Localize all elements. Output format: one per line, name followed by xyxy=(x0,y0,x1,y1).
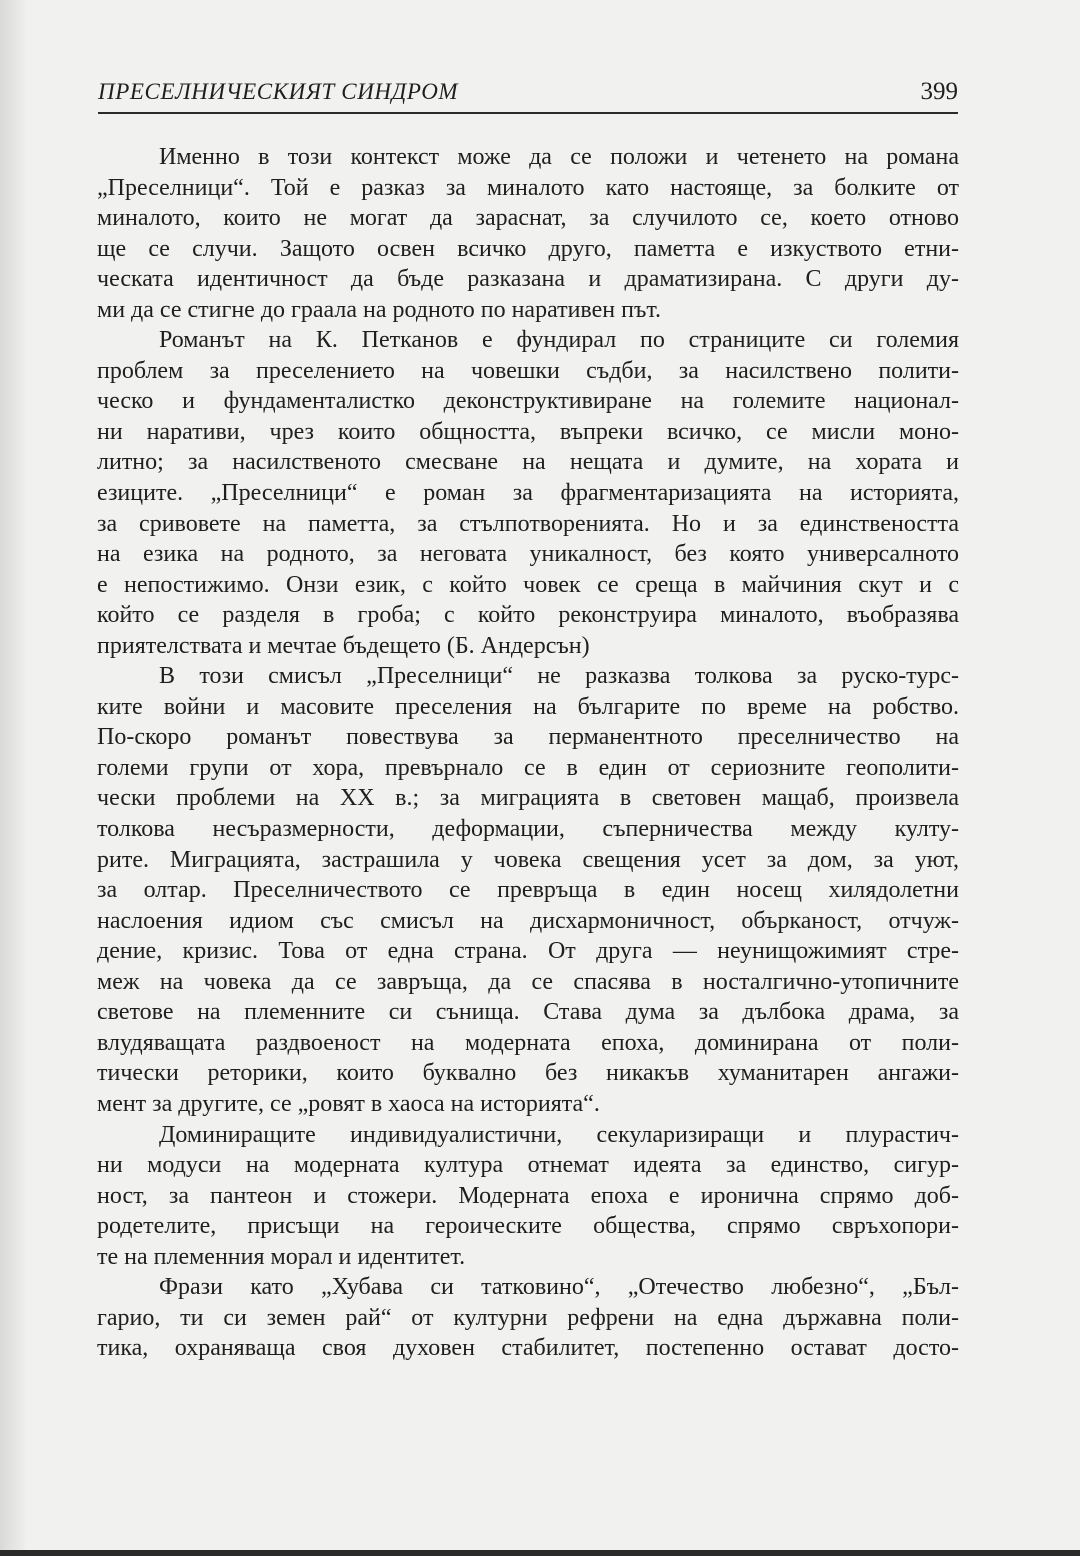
text-line: ми да се стигне до граала на родното по наративен път. xyxy=(97,296,662,323)
text-line: ност, за пантеон и стожери. Модерната епоха е иронична спрямо доб- xyxy=(97,1182,959,1209)
text-line: По-скоро романът повествува за перманентното преселничество на xyxy=(97,724,959,751)
text-line: ческата идентичност да бъде разказана и драматизирана. С други ду- xyxy=(97,266,959,293)
text-line: гарио, ти си земен рай“ от културни рефрени на една държавна поли- xyxy=(97,1304,959,1331)
text-line: толкова несъразмерности, деформации, съперничества между култу- xyxy=(97,816,959,843)
text-line: Именно в този контекст може да се положи и четенето на романа xyxy=(159,144,959,170)
page-gutter-shadow xyxy=(0,0,28,1556)
text-line: дение, кризис. Това от една страна. От друга — неунищожимият стре- xyxy=(97,938,959,965)
text-line: на езика на родното, за неговата уникалност, без която универсалното xyxy=(97,541,959,568)
text-line: наслоения идиом със смисъл на дисхармоничност, обърканост, отчуж- xyxy=(97,907,959,934)
text-line: приятелствата и мечтае бъдещето (Б. Андерсън) xyxy=(97,632,590,659)
text-line: големи групи от хора, превърнало се в един от сериозните геополити- xyxy=(97,754,959,781)
text-line: проблем за преселението на човешки съдби, за насилствено полити- xyxy=(97,357,959,384)
text-line: ни наративи, чрез които общността, въпреки всичко, се мисли моно- xyxy=(97,418,959,445)
paragraph-5 xyxy=(97,1272,959,1364)
text-line: чески проблеми на XX в.; за миграцията в световен мащаб, произвела xyxy=(97,785,959,812)
text-line: литно; за насилственото смесване на нещата и думите, на хората и xyxy=(97,449,959,476)
text-line: родетелите, присъщи на героическите общества, спрямо свръхопори- xyxy=(97,1213,959,1240)
text-line: В този смисъл „Преселници“ не разказва толкова за руско-турс- xyxy=(159,663,959,690)
text-line: Романът на К. Петканов е фундирал по страниците си големия xyxy=(159,327,959,354)
text-line: тика, охраняваща своя духовен стабилитет, постепенно остават досто- xyxy=(97,1335,959,1362)
text-line: за олтар. Преселничеството се превръща в един носещ хилядолетни xyxy=(97,877,959,904)
text-line: Фрази като „Хубава си татковино“, „Отечество любезно“, „Бъл- xyxy=(159,1274,959,1301)
text-line: мент за другите, се „ровят в хаоса на историята“. xyxy=(97,1090,600,1117)
text-line: ще се случи. Защото освен всичко друго, паметта е изкуството етни- xyxy=(97,235,959,262)
text-line: „Преселници“. Той е разказ за миналото като настояще, за болките от xyxy=(97,174,959,201)
text-line: рите. Миграцията, застрашила у човека свещения усет за дом, за уют, xyxy=(97,846,959,873)
text-line: Доминиращите индивидуалистични, секуларизиращи и плурастич- xyxy=(159,1121,959,1148)
text-line: влудяващата раздвоеност на модерната епоха, доминирана от поли- xyxy=(97,1029,959,1056)
text-line: ческо и фундаменталистко деконструктивиране на големите национал- xyxy=(97,388,959,415)
text-line: тически реторики, които буквално без никакъв хуманитарен ангажи- xyxy=(97,1060,959,1087)
page-number: 399 xyxy=(920,78,958,105)
text-line: ни модуси на модерната култура отнемат идеята за единство, сигур- xyxy=(97,1152,959,1179)
paragraph-3 xyxy=(97,661,959,1119)
text-body xyxy=(97,142,959,1364)
text-line: те на племенния морал и идентитет. xyxy=(97,1243,466,1270)
running-title: ПРЕСЕЛНИЧЕСКИЯТ СИНДРОМ xyxy=(98,79,459,104)
text-line: който се разделя в гроба; с който реконструира миналото, въобразява xyxy=(97,602,959,629)
text-line: миналото, които не могат да зараснат, за случилото се, което отново xyxy=(97,205,959,232)
running-head xyxy=(98,78,958,114)
paragraph-4 xyxy=(97,1120,959,1273)
text-line: за сривовете на паметта, за стълпотворенията. Но и за единствеността xyxy=(97,510,959,537)
paragraph-1 xyxy=(97,142,959,325)
paragraph-2 xyxy=(97,325,959,661)
text-line: светове на племенните си сънища. Става дума за дълбока драма, за xyxy=(97,999,959,1026)
text-line: меж на човека да се завръща, да се спасява в носталгично-утопичните xyxy=(97,968,959,995)
page-bottom-edge xyxy=(0,1550,1080,1556)
text-line: езиците. „Преселници“ е роман за фрагментаризацията на историята, xyxy=(97,480,959,507)
text-line: е непостижимо. Онзи език, с който човек се среща в майчиния скут и с xyxy=(97,571,959,598)
text-line: ките войни и масовите преселения на българите по време на робство. xyxy=(97,693,959,720)
